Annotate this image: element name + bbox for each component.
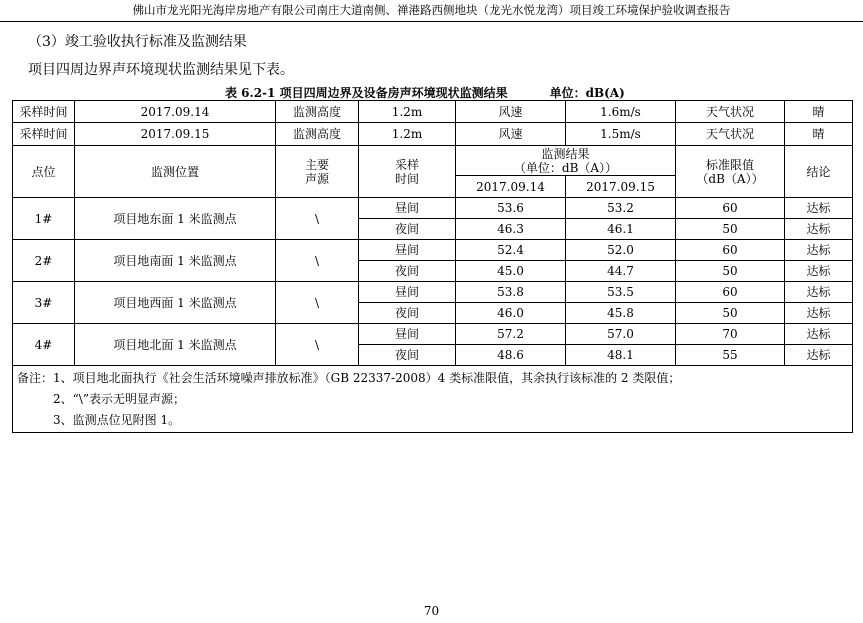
value-cell: 52.4 <box>456 240 566 261</box>
period-cell: 夜间 <box>359 303 456 324</box>
conclusion-cell: 达标 <box>785 324 853 345</box>
location-cell: 项目地东面 1 米监测点 <box>75 198 276 240</box>
conclusion-cell: 达标 <box>785 198 853 219</box>
page-header: 佛山市龙光阳光海岸房地产有限公司南庄大道南侧、禅港路西侧地块（龙光水悦龙湾）项目竣工环境保护验收调查报告 <box>0 0 863 22</box>
limit-cell: 70 <box>676 324 785 345</box>
value-cell: 48.6 <box>456 345 566 366</box>
monitoring-height: 1.2m <box>359 101 456 123</box>
limit-cell: 60 <box>676 198 785 219</box>
period-cell: 昼间 <box>359 324 456 345</box>
table-row <box>13 282 853 303</box>
header-date-2: 2017.09.15 <box>566 176 676 198</box>
value-cell: 48.1 <box>566 345 676 366</box>
value-cell: 46.1 <box>566 219 676 240</box>
period-cell: 夜间 <box>359 219 456 240</box>
label-sampling-time: 采样时间 <box>13 101 75 123</box>
point-cell: 2# <box>13 240 75 282</box>
limit-cell: 50 <box>676 261 785 282</box>
header-conclusion: 结论 <box>785 146 853 198</box>
sampling-date: 2017.09.14 <box>75 101 276 123</box>
table-row <box>13 240 853 261</box>
location-cell: 项目地西面 1 米监测点 <box>75 282 276 324</box>
limit-cell: 60 <box>676 282 785 303</box>
value-cell: 57.2 <box>456 324 566 345</box>
header-point: 点位 <box>13 146 75 198</box>
value-cell: 57.0 <box>566 324 676 345</box>
conditions-row <box>13 123 853 146</box>
intro-paragraph: 项目四周边界声环境现状监测结果见下表。 <box>28 62 294 78</box>
source-cell: \ <box>276 324 359 366</box>
wind-speed: 1.6m/s <box>566 101 676 123</box>
note-3: 3、监测点位见附图 1。 <box>53 413 181 427</box>
period-cell: 夜间 <box>359 345 456 366</box>
conclusion-cell: 达标 <box>785 219 853 240</box>
value-cell: 53.2 <box>566 198 676 219</box>
table-header-row <box>13 146 853 176</box>
header-time-line1: 采样 <box>394 157 419 172</box>
value-cell: 46.0 <box>456 303 566 324</box>
limit-cell: 50 <box>676 303 785 324</box>
header-limit-line2: （dB（A）） <box>696 171 764 186</box>
table-row <box>13 324 853 345</box>
value-cell: 53.5 <box>566 282 676 303</box>
location-cell: 项目地北面 1 米监测点 <box>75 324 276 366</box>
label-monitoring-height: 监测高度 <box>276 123 359 146</box>
conditions-row <box>13 101 853 123</box>
value-cell: 46.3 <box>456 219 566 240</box>
weather: 晴 <box>785 123 853 146</box>
period-cell: 昼间 <box>359 282 456 303</box>
label-wind-speed: 风速 <box>456 101 566 123</box>
value-cell: 45.8 <box>566 303 676 324</box>
header-limit <box>676 146 785 198</box>
page-number: 70 <box>423 604 440 618</box>
conclusion-cell: 达标 <box>785 282 853 303</box>
location-cell: 项目地南面 1 米监测点 <box>75 240 276 282</box>
value-cell: 45.0 <box>456 261 566 282</box>
conclusion-cell: 达标 <box>785 261 853 282</box>
value-cell: 53.6 <box>456 198 566 219</box>
header-time-line2: 时间 <box>394 171 419 186</box>
header-sample-time <box>359 146 456 198</box>
value-cell: 52.0 <box>566 240 676 261</box>
header-source-line1: 主要 <box>304 157 329 172</box>
header-source-line2: 声源 <box>304 171 329 186</box>
header-results-line1: 监测结果 <box>541 146 590 161</box>
limit-cell: 50 <box>676 219 785 240</box>
conclusion-cell: 达标 <box>785 303 853 324</box>
caption-title: 表 6.2-1 项目四周边界及设备房声环境现状监测结果 <box>225 86 508 100</box>
sampling-date: 2017.09.15 <box>75 123 276 146</box>
label-monitoring-height: 监测高度 <box>276 101 359 123</box>
limit-cell: 60 <box>676 240 785 261</box>
point-cell: 1# <box>13 198 75 240</box>
header-limit-line1: 标准限值 <box>705 157 754 172</box>
source-cell: \ <box>276 198 359 240</box>
conclusion-cell: 达标 <box>785 345 853 366</box>
point-cell: 3# <box>13 282 75 324</box>
notes-cell <box>13 366 853 433</box>
value-cell: 53.8 <box>456 282 566 303</box>
source-cell: \ <box>276 282 359 324</box>
table-caption <box>225 84 625 101</box>
conclusion-cell: 达标 <box>785 240 853 261</box>
header-source <box>276 146 359 198</box>
header-results <box>456 146 676 176</box>
notes-row <box>13 366 853 433</box>
header-location: 监测位置 <box>75 146 276 198</box>
section-heading: （3）竣工验收执行标准及监测结果 <box>28 34 247 50</box>
point-cell: 4# <box>13 324 75 366</box>
label-weather: 天气状况 <box>676 123 785 146</box>
note-1: 备注：1、项目地北面执行《社会生活环境噪声排放标准》（GB 22337-2008）4 类标准限值，其余执行该标准的 2 类限值； <box>17 371 681 385</box>
caption-unit: 单位：dB(A) <box>549 86 625 100</box>
weather: 晴 <box>785 101 853 123</box>
wind-speed: 1.5m/s <box>566 123 676 146</box>
label-sampling-time: 采样时间 <box>13 123 75 146</box>
period-cell: 昼间 <box>359 198 456 219</box>
note-2: 2、“\”表示无明显声源； <box>53 392 185 406</box>
period-cell: 夜间 <box>359 261 456 282</box>
source-cell: \ <box>276 240 359 282</box>
label-wind-speed: 风速 <box>456 123 566 146</box>
header-results-line2: （单位：dB（A）） <box>513 160 618 175</box>
value-cell: 44.7 <box>566 261 676 282</box>
noise-monitoring-table <box>12 100 853 433</box>
header-date-1: 2017.09.14 <box>456 176 566 198</box>
monitoring-height: 1.2m <box>359 123 456 146</box>
period-cell: 昼间 <box>359 240 456 261</box>
table-row <box>13 198 853 219</box>
label-weather: 天气状况 <box>676 101 785 123</box>
limit-cell: 55 <box>676 345 785 366</box>
